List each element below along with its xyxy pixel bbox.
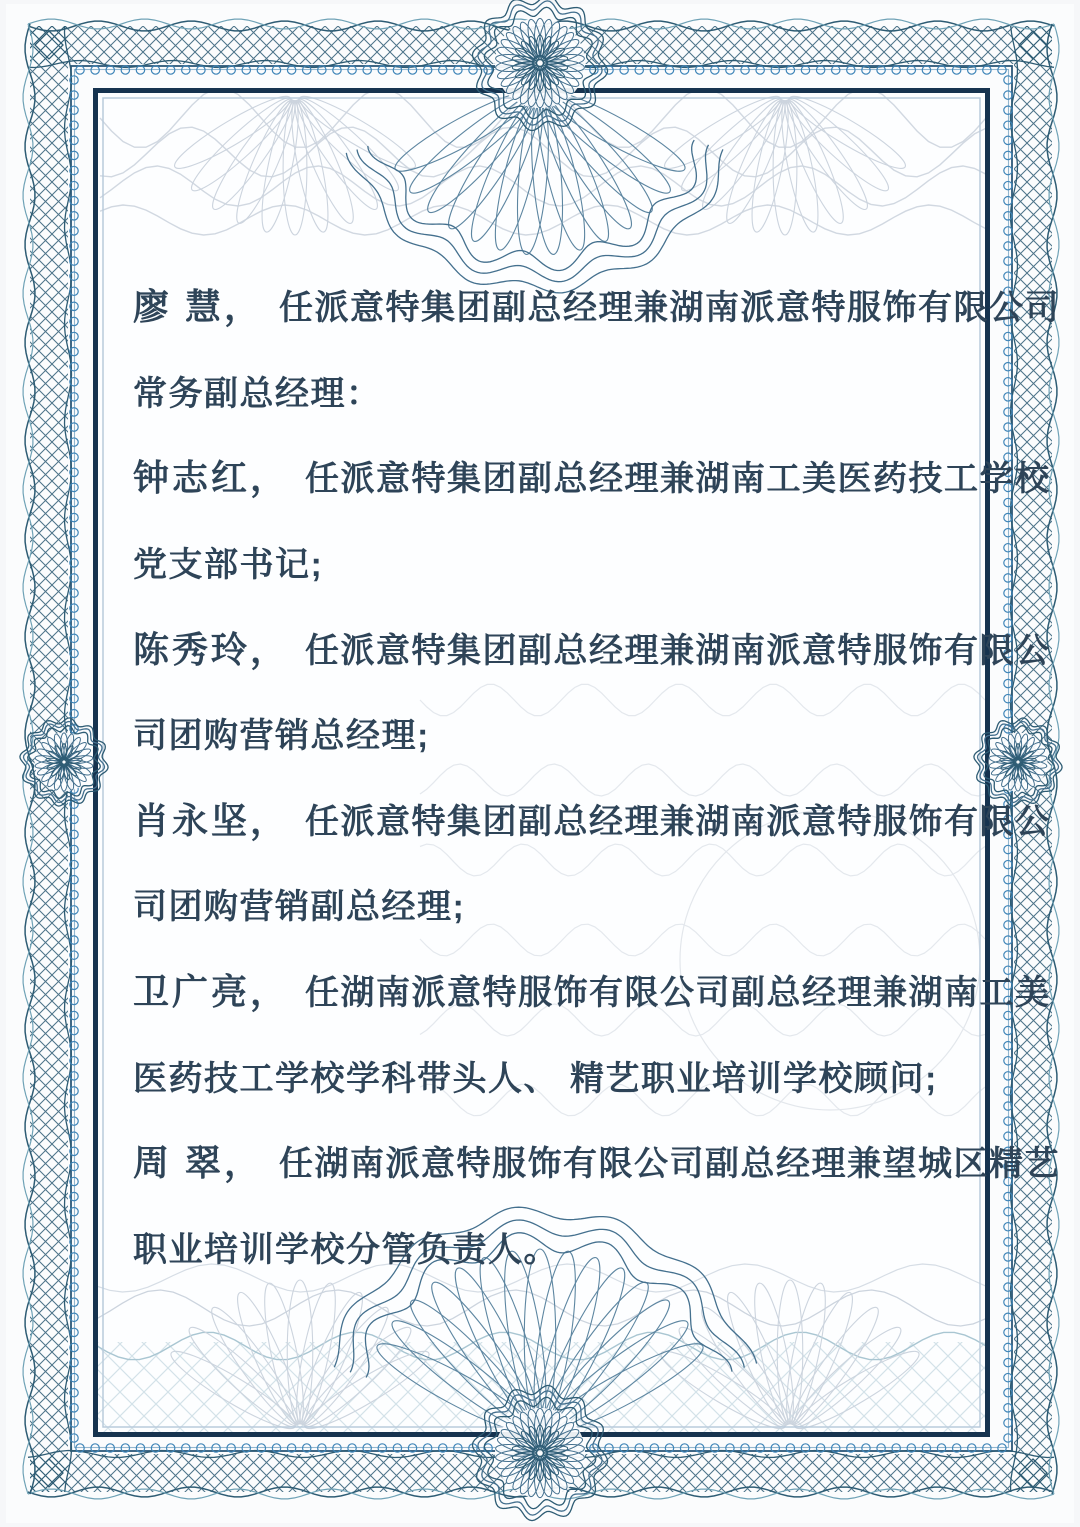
appointment-text: 任派意特集团副总经理兼湖南派意特服饰有限公 [305,631,1051,670]
person-name: 陈秀玲， [133,628,290,670]
appointment-text: 任湖南派意特服饰有限公司副总经理兼望城区精艺 [279,1145,1061,1184]
appointment-text: 司团购营销副总经理; [133,888,466,927]
appointment-text: 司团购营销总经理; [133,717,430,756]
text-line [133,348,978,434]
appointment-text: 职业培训学校分管负责人。 [133,1230,559,1269]
person-name: 卫广亮， [133,971,290,1013]
text-line [133,433,1051,519]
appointment-text: 任湖南派意特服饰有限公司副总经理兼湖南工美 [305,974,1051,1013]
person-name: 肖永坚， [133,799,290,841]
appointment-text-block [133,262,1061,1289]
appointment-text: 党支部书记; [133,546,324,585]
appointment-text: 常务副总经理： [133,374,382,413]
text-line [133,690,978,776]
text-line [133,1032,978,1118]
person-name: 廖 慧， [133,286,264,328]
text-line [133,1118,1061,1204]
text-line [133,519,978,605]
appointment-text: 医药技工学校学科带头人、 精艺职业培训学校顾问; [133,1059,938,1098]
person-name: 钟志红， [133,457,290,499]
text-line [133,861,978,947]
appointment-text: 任派意特集团副总经理兼湖南工美医药技工学校 [305,460,1051,499]
text-line [133,262,1061,348]
text-line [133,947,1051,1033]
appointment-text: 任派意特集团副总经理兼湖南派意特服饰有限公 [305,802,1051,841]
appointment-text: 任派意特集团副总经理兼湖南派意特服饰有限公司 [279,289,1061,328]
text-line [133,1204,978,1290]
person-name: 周 翠， [133,1142,264,1184]
text-line [133,604,1051,690]
text-line [133,776,1051,862]
